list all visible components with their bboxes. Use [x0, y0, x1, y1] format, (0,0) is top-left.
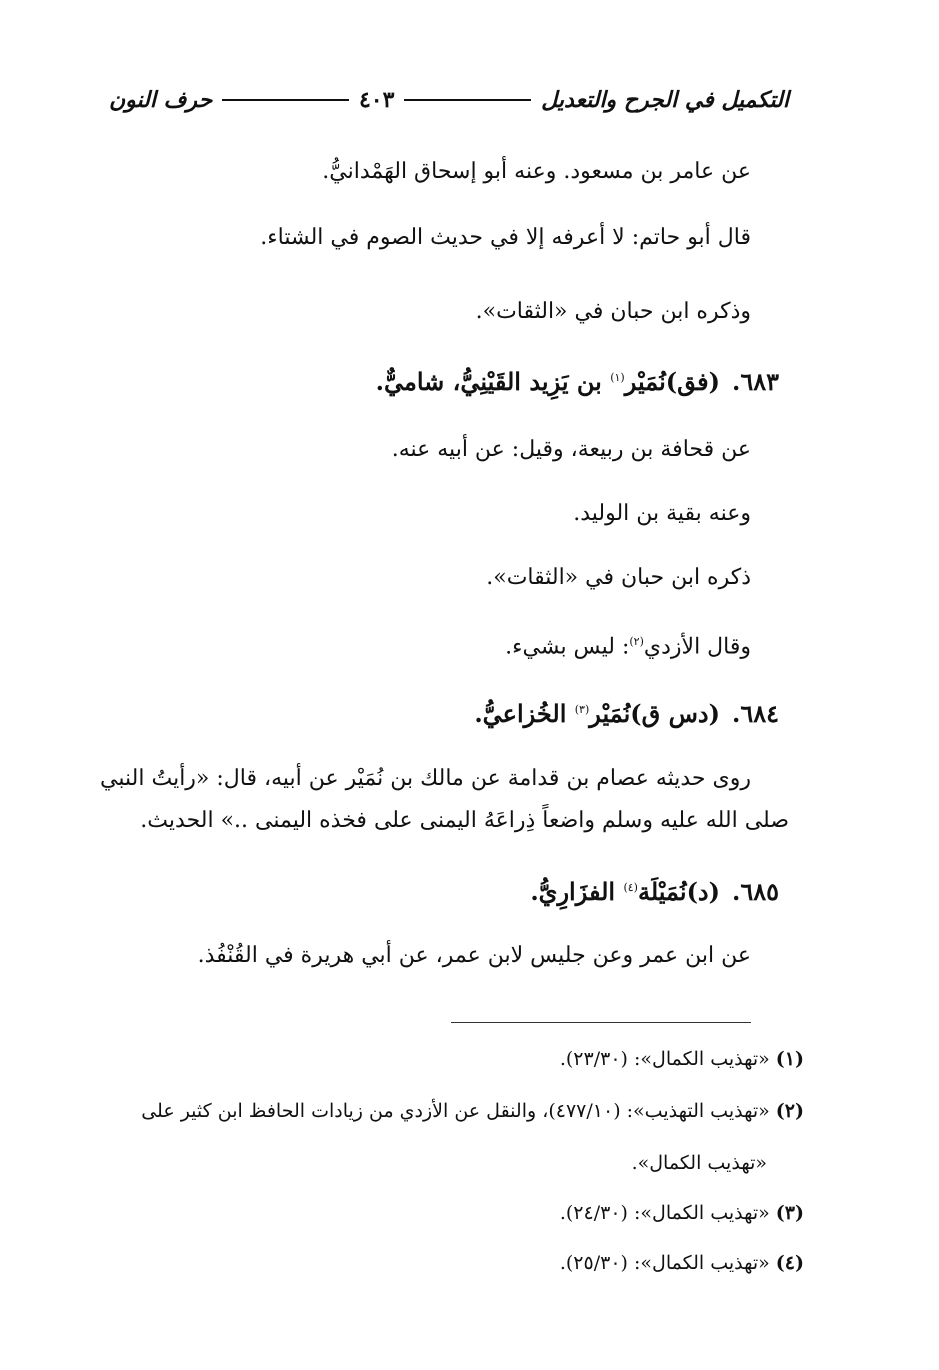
- text-line: وعنه بقية بن الوليد.: [573, 501, 751, 526]
- footnote-text: «تهذيب الكمال»: (٢٣/٣٠).: [559, 1048, 770, 1070]
- paragraph-line: روى حديثه عصام بن قدامة عن مالك بن نُمَيْر عن أبيه، قال: «رأيتُ النبي: [100, 766, 751, 791]
- footnote-1: [560, 1044, 804, 1074]
- footnote-text: «تهذيب الكمال»: (٢٥/٣٠).: [559, 1252, 770, 1274]
- entry-heading-684: [474, 690, 779, 734]
- entry-heading-683: [376, 358, 779, 402]
- azdi-pre: وقال الأزدي: [643, 634, 751, 660]
- header-letter: حرف النون: [108, 87, 213, 113]
- footnote-text: «تهذيب الكمال»: (٢٤/٣٠).: [559, 1202, 770, 1224]
- entry-name-rest: الفزَارِيُّ.: [530, 877, 616, 906]
- footnote-number: (٣): [775, 1202, 804, 1224]
- footnote-ref: (٣): [574, 703, 590, 716]
- text-line: عن قحافة بن ربيعة، وقيل: عن أبيه عنه.: [391, 437, 751, 462]
- page-number: ٤٠٣: [358, 87, 395, 113]
- header-rule: [404, 99, 531, 101]
- footnote-number: (١): [775, 1048, 804, 1070]
- entry-number: ٦٨٣.: [731, 367, 779, 396]
- header-rule: [222, 99, 349, 101]
- entry-number: ٦٨٥.: [731, 877, 779, 906]
- entry-number: ٦٨٤.: [731, 699, 779, 728]
- text-line: وذكره ابن حبان في «الثقات».: [475, 299, 751, 324]
- paragraph-line: صلى الله عليه وسلم واضعاً ذِراعَهُ اليمنى على فخذه اليمنى ..» الحديث.: [140, 808, 789, 833]
- footnote-ref: (٤): [623, 881, 638, 894]
- footnote-2-cont: [632, 1148, 767, 1178]
- entry-name: (فق)نُمَيْر: [624, 367, 720, 396]
- entry-heading-685: [530, 868, 779, 912]
- text-line: عن ابن عمر وعن جليس لابن عمر، عن أبي هريرة في القُنْفُذ.: [197, 943, 751, 968]
- footnote-2: [141, 1096, 804, 1126]
- entry-name-rest: بن يَزِيد القَيْنِيُّ، شاميٌّ.: [375, 367, 602, 396]
- entry-name: (دس ق)نُمَيْر: [589, 699, 720, 728]
- text-line: ذكره ابن حبان في «الثقات».: [486, 565, 751, 590]
- text-line: عن عامر بن مسعود. وعنه أبو إسحاق الهَمْدانيُّ.: [322, 159, 751, 184]
- footnote-separator: [451, 1022, 751, 1023]
- footnote-text: «تهذيب التهذيب»: (٤٧٧/١٠)، والنقل عن الأزدي من زيادات الحافظ ابن كثير على: [141, 1100, 770, 1122]
- header-title: التكميل في الجرح والتعديل: [541, 87, 789, 113]
- footnote-text: «تهذيب الكمال».: [631, 1152, 767, 1174]
- footnote-4: [560, 1248, 804, 1278]
- footnote-ref: (١): [610, 371, 625, 384]
- entry-name-rest: الخُزاعيُّ.: [474, 699, 567, 728]
- running-header: [109, 80, 789, 120]
- footnote-3: [560, 1198, 804, 1228]
- footnote-ref: (٢): [629, 635, 644, 648]
- footnote-number: (٢): [775, 1100, 804, 1122]
- text-line-azdi: [505, 622, 751, 667]
- paragraph-684: [49, 758, 789, 842]
- entry-name: (د)نُمَيْلَة: [637, 877, 720, 906]
- azdi-post: : ليس بشيء.: [505, 634, 630, 660]
- footnote-number: (٤): [775, 1252, 804, 1274]
- text-line: قال أبو حاتم: لا أعرفه إلا في حديث الصوم في الشتاء.: [260, 225, 751, 250]
